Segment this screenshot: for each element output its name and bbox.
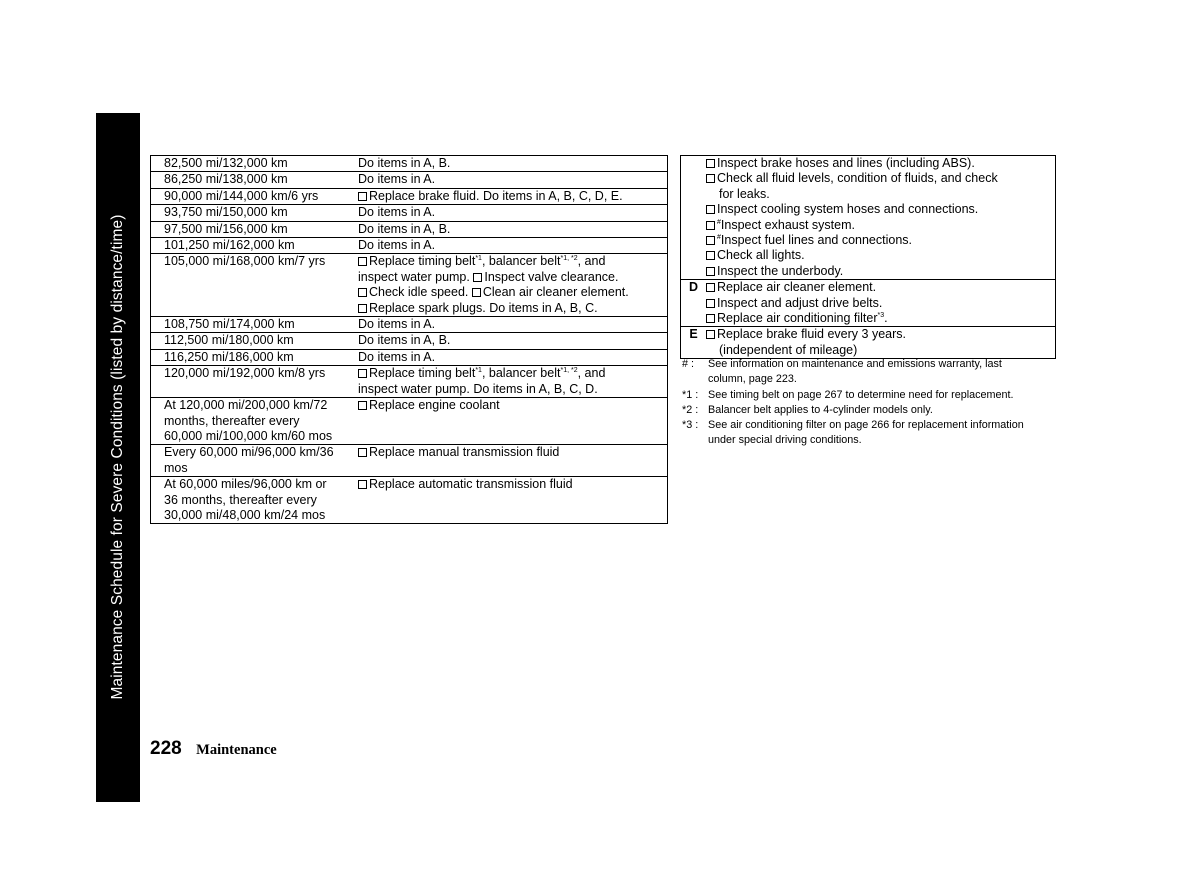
- interval-text: 105,000 mi/168,000 km/7 yrs: [164, 254, 326, 269]
- table-row: [151, 205, 668, 221]
- task-line: [358, 350, 667, 365]
- task-text: Check idle speed.: [369, 285, 472, 300]
- footnote-text: [708, 388, 1067, 403]
- task-line: [358, 205, 667, 220]
- table-row: [151, 254, 668, 317]
- item-line: [706, 327, 1055, 342]
- task-text: Do items in A.: [358, 317, 436, 332]
- table-row: [151, 333, 668, 349]
- footnote-text: [708, 357, 1067, 388]
- interval-text: 101,250 mi/162,000 km: [164, 238, 295, 253]
- table-row: [681, 327, 1056, 359]
- footnote: [682, 403, 1067, 418]
- table-row: [681, 156, 1056, 280]
- interval-cell: [151, 366, 359, 398]
- task-cell: [358, 188, 668, 204]
- interval-text: mos: [164, 460, 188, 475]
- interval-text: 93,750 mi/150,000 km: [164, 205, 288, 220]
- footnote: [682, 418, 1067, 449]
- task-text: Check all lights.: [717, 248, 805, 263]
- footnote-mark: *1 :: [682, 388, 699, 401]
- task-text: Replace brake fluid. Do items in A, B, C, D, E.: [369, 188, 623, 203]
- interval-text: 30,000 mi/48,000 km/24 mos: [164, 507, 326, 522]
- task-text: Check all fluid levels, condition of fluids, and check: [717, 171, 998, 186]
- task-text: inspect water pump.: [358, 269, 474, 284]
- interval-text: months, thereafter every: [164, 413, 300, 428]
- page-number: 228: [150, 738, 182, 759]
- interval-text: 60,000 mi/100,000 km/60 mos: [164, 428, 333, 443]
- task-text: Replace spark plugs. Do items in A, B, C.: [369, 300, 598, 315]
- interval-text: 86,250 mi/138,000 km: [164, 172, 288, 187]
- task-text: Replace air conditioning filter: [717, 311, 878, 326]
- footnote-line: Balancer belt applies to 4-cylinder models only.: [708, 403, 933, 416]
- task-text: Replace air cleaner element.: [717, 280, 877, 295]
- checkbox-icon: [706, 314, 715, 323]
- task-text: Replace timing belt: [369, 254, 476, 269]
- task-text: , balancer belt: [481, 254, 561, 269]
- interval-text: 120,000 mi/192,000 km/8 yrs: [164, 366, 326, 381]
- footnote-text: [708, 418, 1067, 449]
- interval-cell: [151, 221, 359, 237]
- mileage-schedule-table: [150, 155, 668, 524]
- task-text: Inspect brake hoses and lines (including ABS).: [717, 156, 975, 170]
- checkbox-icon: [472, 288, 481, 297]
- task-line: [358, 333, 667, 348]
- task-text: Replace automatic transmission fluid: [369, 477, 573, 492]
- interval-text: 108,750 mi/174,000 km: [164, 317, 295, 332]
- interval-cell: [151, 188, 359, 204]
- task-line: [358, 254, 667, 269]
- task-text: Do items in A.: [358, 349, 436, 364]
- interval-cell: [151, 172, 359, 188]
- task-text: Replace brake fluid every 3 years.: [717, 327, 906, 342]
- checkbox-icon: [358, 448, 367, 457]
- task-text: Inspect and adjust drive belts.: [717, 295, 883, 310]
- service-items-table: [680, 155, 1056, 359]
- interval-cell: [151, 156, 359, 172]
- task-line: [358, 317, 667, 332]
- task-text: Replace engine coolant: [369, 398, 500, 413]
- footnote-mark: # :: [682, 358, 695, 370]
- item-line: [706, 343, 1055, 358]
- side-title: Maintenance Schedule for Severe Conditions (listed by distance/time): [109, 214, 126, 700]
- task-cell: [358, 238, 668, 254]
- footnote-line: See air conditioning filter on page 266 for replacement information: [708, 419, 1024, 432]
- checkbox-icon: [358, 480, 367, 489]
- footnote-ref: *3: [877, 312, 885, 320]
- task-line: [358, 222, 667, 237]
- item-line: [706, 156, 1055, 171]
- task-text: Do items in A, B.: [358, 156, 451, 170]
- table-row: [151, 221, 668, 237]
- item-line: [706, 171, 1055, 186]
- task-text: Inspect fuel lines and connections.: [720, 233, 913, 248]
- footnote-line: See timing belt on page 267 to determine need for replacement.: [708, 388, 1014, 401]
- interval-cell: [151, 333, 359, 349]
- footnote-line: column, page 223.: [708, 373, 797, 386]
- checkbox-icon: [706, 251, 715, 260]
- task-line: [358, 172, 667, 187]
- checkbox-icon: [706, 330, 715, 339]
- task-line: [358, 156, 667, 171]
- task-text: Inspect exhaust system.: [720, 217, 855, 232]
- interval-text: 82,500 mi/132,000 km: [164, 156, 288, 170]
- footnotes: [682, 357, 1067, 449]
- task-text: .: [884, 311, 888, 326]
- task-line: [358, 477, 667, 492]
- task-cell: [358, 254, 668, 317]
- item-code: D: [681, 280, 707, 327]
- footnote-ref: #: [717, 234, 721, 242]
- table-row: [151, 238, 668, 254]
- task-cell: [358, 205, 668, 221]
- task-text: inspect water pump. Do items in A, B, C, D.: [358, 381, 598, 396]
- item-line: [706, 296, 1055, 311]
- checkbox-icon: [358, 401, 367, 410]
- footnote-ref: *1, *2: [560, 367, 578, 375]
- task-line: [358, 270, 667, 285]
- table-row: [151, 317, 668, 333]
- task-text: , and: [577, 254, 606, 269]
- section-name: Maintenance: [196, 742, 277, 758]
- task-cell: [358, 445, 668, 477]
- table-row: [151, 349, 668, 365]
- checkbox-icon: [706, 174, 715, 183]
- interval-text: 90,000 mi/144,000 km/6 yrs: [164, 188, 319, 203]
- item-line: [706, 187, 1055, 202]
- table-row: [151, 398, 668, 445]
- interval-cell: [151, 238, 359, 254]
- interval-cell: [151, 477, 359, 524]
- task-text: Inspect cooling system hoses and connections.: [717, 202, 979, 217]
- interval-cell: [151, 205, 359, 221]
- checkbox-icon: [706, 159, 715, 168]
- task-text: Do items in A.: [358, 205, 436, 220]
- task-cell: [358, 366, 668, 398]
- task-cell: [358, 477, 668, 524]
- item-code: E: [689, 327, 698, 342]
- task-text: Replace timing belt: [369, 366, 476, 381]
- task-line: [358, 382, 667, 397]
- task-line: [358, 366, 667, 381]
- interval-text: 97,500 mi/156,000 km: [164, 221, 288, 236]
- task-text: , balancer belt: [481, 366, 561, 381]
- items-cell: [706, 280, 1056, 327]
- checkbox-icon: [358, 257, 367, 266]
- interval-cell: [151, 349, 359, 365]
- interval-cell: [151, 445, 359, 477]
- footnote: [682, 388, 1067, 403]
- checkbox-icon: [706, 221, 715, 230]
- task-text: for leaks.: [719, 186, 770, 201]
- task-cell: [358, 398, 668, 445]
- task-cell: [358, 156, 668, 172]
- footnote-ref: #: [717, 218, 721, 226]
- interval-text: At 120,000 mi/200,000 km/72: [164, 398, 328, 413]
- task-text: Do items in A.: [358, 238, 436, 253]
- item-line: [706, 218, 1055, 233]
- checkbox-icon: [706, 283, 715, 292]
- interval-cell: [151, 398, 359, 445]
- table-row: [151, 156, 668, 172]
- item-line: [706, 280, 1055, 295]
- item-line: [706, 248, 1055, 263]
- checkbox-icon: [706, 299, 715, 308]
- task-text: (independent of mileage): [719, 342, 858, 357]
- interval-cell: [151, 317, 359, 333]
- item-line: [706, 233, 1055, 248]
- table-row: [681, 280, 1056, 327]
- checkbox-icon: [473, 273, 482, 282]
- task-line: [358, 189, 667, 204]
- item-line: [706, 264, 1055, 279]
- table-row: [151, 445, 668, 477]
- checkbox-icon: [358, 192, 367, 201]
- footnote-ref: *1: [475, 367, 482, 375]
- items-cell: [706, 156, 1056, 280]
- item-line: [706, 311, 1055, 326]
- footnote-mark: *2 :: [682, 403, 699, 416]
- checkbox-icon: [706, 236, 715, 245]
- interval-text: 112,500 mi/180,000 km: [164, 333, 294, 348]
- task-line: [358, 301, 667, 316]
- footnote-mark: *3 :: [682, 419, 699, 432]
- checkbox-icon: [358, 369, 367, 378]
- table-row: [151, 477, 668, 524]
- checkbox-icon: [358, 304, 367, 313]
- footnote-line: under special driving conditions.: [708, 434, 862, 447]
- task-cell: [358, 172, 668, 188]
- task-text: Inspect the underbody.: [717, 263, 844, 278]
- task-text: Clean air cleaner element.: [482, 285, 629, 300]
- table-row: [151, 188, 668, 204]
- items-cell: [706, 327, 1056, 359]
- checkbox-icon: [706, 267, 715, 276]
- page-footer: [150, 738, 277, 760]
- task-cell: [358, 221, 668, 237]
- item-line: [706, 202, 1055, 217]
- task-cell: [358, 349, 668, 365]
- task-line: [358, 398, 667, 413]
- task-text: Replace manual transmission fluid: [369, 445, 560, 460]
- footnote: [682, 357, 1067, 388]
- task-text: Inspect valve clearance.: [484, 269, 619, 284]
- interval-text: 116,250 mi/186,000 km: [164, 349, 294, 364]
- footnote-line: See information on maintenance and emissions warranty, last: [708, 358, 1002, 370]
- task-cell: [358, 317, 668, 333]
- task-cell: [358, 333, 668, 349]
- task-line: [358, 285, 667, 300]
- task-text: , and: [577, 366, 606, 381]
- footnote-ref: *1, *2: [560, 255, 578, 263]
- interval-text: Every 60,000 mi/96,000 km/36: [164, 445, 334, 460]
- footnote-ref: *1: [475, 255, 482, 263]
- item-code: [681, 156, 707, 280]
- task-line: [358, 445, 667, 460]
- interval-text: 36 months, thereafter every: [164, 492, 317, 507]
- task-text: Do items in A, B.: [358, 333, 451, 348]
- checkbox-icon: [706, 205, 715, 214]
- task-text: Do items in A.: [358, 172, 436, 187]
- interval-cell: [151, 254, 359, 317]
- table-row: [151, 172, 668, 188]
- task-line: [358, 238, 667, 253]
- table-row: [151, 366, 668, 398]
- task-text: Do items in A, B.: [358, 221, 451, 236]
- footnote-text: [708, 403, 1067, 418]
- checkbox-icon: [358, 288, 367, 297]
- interval-text: At 60,000 miles/96,000 km or: [164, 477, 327, 492]
